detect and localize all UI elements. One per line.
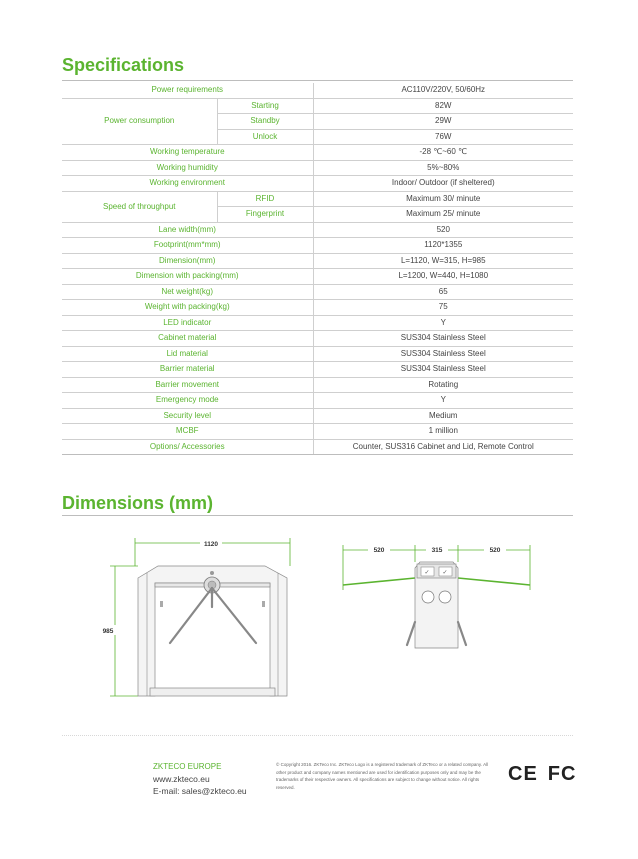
fcc-mark-logo: FC (547, 763, 577, 785)
spec-label: Security level (62, 408, 313, 424)
spec-label: Power requirements (62, 83, 313, 98)
spec-sub-label: Starting (217, 98, 313, 114)
specifications-title: Specifications (62, 55, 185, 75)
spec-label: Working environment (62, 176, 313, 192)
footer-divider (62, 735, 573, 736)
dimensions-rule (62, 515, 573, 516)
spec-label: Barrier material (62, 362, 313, 378)
spec-value: Rotating (313, 377, 573, 393)
spec-value: 76W (313, 129, 573, 145)
spec-row (62, 346, 573, 362)
spec-value: 75 (313, 300, 573, 316)
spec-value: -28 ℃~60 ℃ (313, 145, 573, 161)
front-width-label: 1120 (203, 541, 219, 548)
spec-value: 82W (313, 98, 573, 114)
spec-row (62, 222, 573, 238)
specifications-table (62, 83, 573, 455)
spec-row (62, 315, 573, 331)
dimensions-title: Dimensions (mm) (62, 493, 214, 513)
spec-label: Working humidity (62, 160, 313, 176)
spec-value: SUS304 Stainless Steel (313, 331, 573, 347)
spec-row (62, 362, 573, 378)
spec-label: Cabinet material (62, 331, 313, 347)
footer-email-link[interactable]: E-mail: sales@zkteco.eu (153, 786, 247, 796)
spec-value: Counter, SUS316 Cabinet and Lid, Remote Control (313, 439, 573, 455)
spec-value: 65 (313, 284, 573, 300)
spec-label: Working temperature (62, 145, 313, 161)
spec-row (62, 331, 573, 347)
spec-top-rule (62, 80, 573, 81)
spec-label: Footprint(mm*mm) (62, 238, 313, 254)
spec-row (62, 238, 573, 254)
spec-row (62, 253, 573, 269)
spec-sub-label: Standby (217, 114, 313, 130)
side-center-label: 315 (431, 547, 443, 554)
spec-group-label: Speed of throughput (62, 191, 217, 222)
spec-group-label: Power consumption (62, 98, 217, 145)
spec-row (62, 83, 573, 98)
spec-label: Lane width(mm) (62, 222, 313, 238)
spec-value: SUS304 Stainless Steel (313, 362, 573, 378)
svg-text:✓: ✓ (424, 570, 430, 576)
spec-label: LED indicator (62, 315, 313, 331)
spec-label: Net weight(kg) (62, 284, 313, 300)
footer-website-link[interactable]: www.zkteco.eu (153, 774, 210, 784)
spec-value: Maximum 25/ minute (313, 207, 573, 223)
spec-value: Y (313, 393, 573, 409)
spec-row (62, 191, 573, 207)
footer-company: ZKTECO EUROPE (153, 762, 222, 771)
spec-row (62, 439, 573, 455)
spec-value: Medium (313, 408, 573, 424)
spec-value: 520 (313, 222, 573, 238)
spec-row (62, 176, 573, 192)
front-height-label: 985 (102, 628, 114, 635)
side-left-label: 520 (373, 547, 385, 554)
front-view-drawing (100, 533, 300, 708)
spec-row (62, 424, 573, 440)
spec-sub-label: Unlock (217, 129, 313, 145)
spec-row (62, 145, 573, 161)
spec-label: Emergency mode (62, 393, 313, 409)
spec-row (62, 300, 573, 316)
spec-sub-label: Fingerprint (217, 207, 313, 223)
spec-row (62, 98, 573, 114)
spec-value: SUS304 Stainless Steel (313, 346, 573, 362)
spec-row (62, 269, 573, 285)
spec-label: Options/ Accessories (62, 439, 313, 455)
spec-value: Maximum 30/ minute (313, 191, 573, 207)
spec-value: 1 million (313, 424, 573, 440)
spec-value: L=1120, W=315, H=985 (313, 253, 573, 269)
svg-text:✓: ✓ (442, 570, 448, 576)
footer-copyright: © Copyright 2016. ZKTeco Inc. ZKTeco Logo is a registered trademark of ZKTeco or a related company. All other product and company names mentioned are used for identification purposes only and may be the trademarks of their respective owners. All specifications are subject to change without notice. All rights reserved. (276, 762, 489, 790)
spec-value: 5%~80% (313, 160, 573, 176)
side-right-label: 520 (489, 547, 501, 554)
spec-value: 29W (313, 114, 573, 130)
certification-marks (508, 763, 586, 786)
spec-label: Dimension with packing(mm) (62, 269, 313, 285)
spec-value: L=1200, W=440, H=1080 (313, 269, 573, 285)
spec-row (62, 160, 573, 176)
spec-row (62, 284, 573, 300)
ce-mark-logo: CE (508, 763, 538, 785)
spec-value: 1120*1355 (313, 238, 573, 254)
spec-label: Barrier movement (62, 377, 313, 393)
spec-row (62, 393, 573, 409)
spec-value: Y (313, 315, 573, 331)
spec-label: Lid material (62, 346, 313, 362)
spec-value: Indoor/ Outdoor (if sheltered) (313, 176, 573, 192)
side-view-drawing (340, 540, 535, 655)
spec-row (62, 408, 573, 424)
spec-label: Dimension(mm) (62, 253, 313, 269)
spec-label: Weight with packing(kg) (62, 300, 313, 316)
spec-value: AC110V/220V, 50/60Hz (313, 83, 573, 98)
spec-label: MCBF (62, 424, 313, 440)
spec-row (62, 377, 573, 393)
spec-sub-label: RFID (217, 191, 313, 207)
